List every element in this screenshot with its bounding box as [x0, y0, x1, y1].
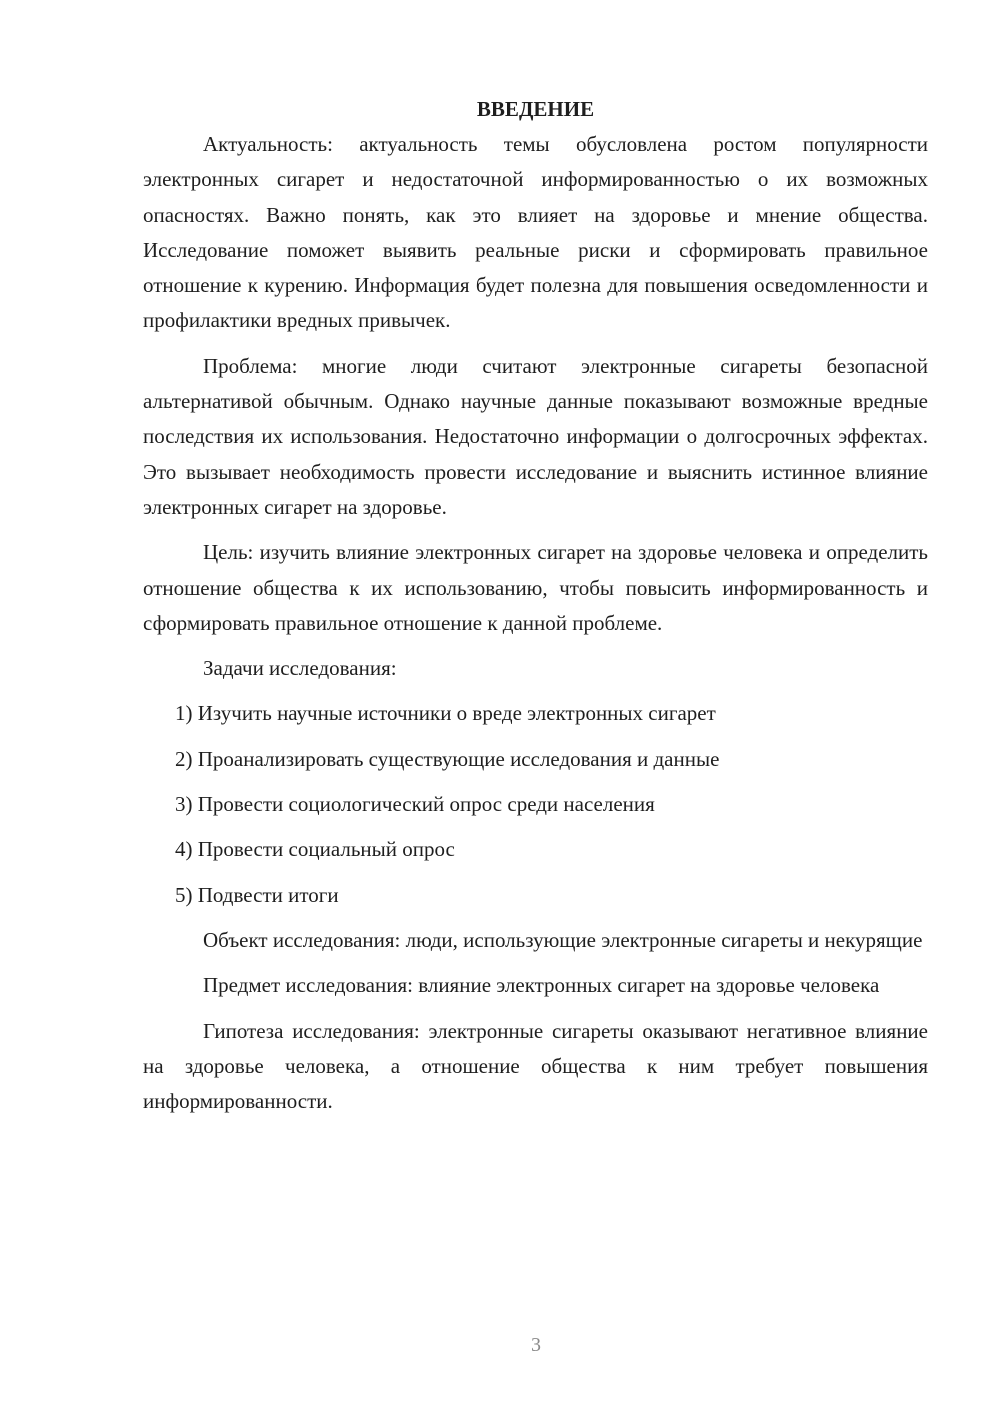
list-item: 4) Провести социальный опрос	[175, 837, 455, 862]
list-item: 3) Провести социологический опрос среди населения	[175, 792, 655, 817]
relevance-paragraph: Актуальность: актуальность темы обусловлена ростом популярности электронных сигарет и недостаточной информированностью о их возможных опасностях. Важно понять, как это влияет на здоровье и мнение общества. Исследование поможет выявить реальные риски и сформировать правильное отношение к курению. Информация будет полезна для повышения осведомленности и профилактики вредных привычек.	[143, 132, 928, 333]
problem-paragraph: Проблема: многие люди считают электронные сигареты безопасной альтернативой обычным. Однако научные данные показывают возможные вредные последствия их использования. Недостаточно информации о долгосрочных эффектах. Это вызывает необходимость провести исследование и выяснить истинное влияние электронных сигарет на здоровье.	[143, 353, 928, 519]
hypothesis-paragraph: Гипотеза исследования: электронные сигареты оказывают негативное влияние на здоровье человека, а отношение общества к ним требует повышения информированности.	[143, 1018, 928, 1114]
list-item: 5) Подвести итоги	[175, 882, 339, 907]
document-page	[143, 92, 928, 1119]
subject-paragraph: Предмет исследования: влияние электронных сигарет на здоровье человека	[203, 973, 880, 998]
object-paragraph: Объект исследования: люди, использующие электронные сигареты и некурящие	[203, 927, 923, 952]
section-title: ВВЕДЕНИЕ	[476, 97, 595, 121]
list-item: 2) Проанализировать существующие исследования и данные	[175, 746, 720, 771]
page-number: 3	[531, 1334, 541, 1356]
tasks-list	[143, 696, 928, 912]
list-item: 1) Изучить научные источники о вреде электронных сигарет	[175, 701, 716, 726]
goal-paragraph: Цель: изучить влияние электронных сигарет на здоровье человека и определить отношение общества к их использованию, чтобы повысить информированность и сформировать правильное отношение к данной проблеме.	[143, 540, 928, 635]
tasks-heading: Задачи исследования:	[203, 656, 397, 681]
